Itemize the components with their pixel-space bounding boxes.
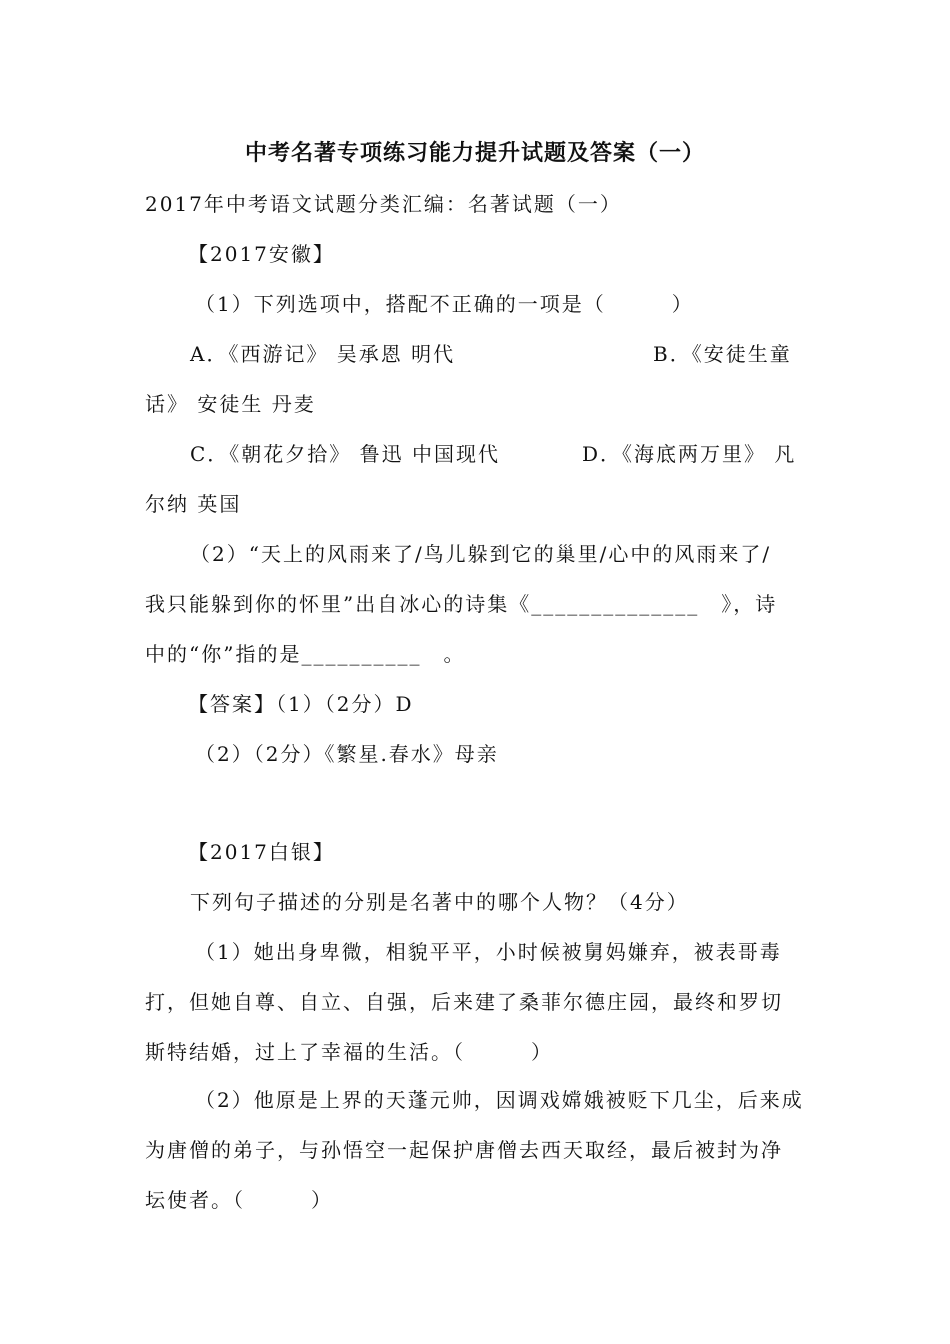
- section-2-q2-line-2: 为唐僧的弟子，与孙悟空一起保护唐僧去西天取经，最后被封为净: [145, 1138, 783, 1162]
- option-a: A．《西游记》 吴承恩 明代: [190, 342, 456, 366]
- section-2-q2-line-1: （2）他原是上界的天蓬元帅，因调戏嫦娥被贬下几尘，后来成: [195, 1088, 804, 1112]
- option-c: C．《朝花夕拾》 鲁迅 中国现代: [190, 442, 501, 466]
- section-heading-anhui: 【2017安徽】: [188, 242, 335, 266]
- option-b-start: B．《安徒生童: [653, 342, 792, 366]
- question-1: （1）下列选项中，搭配不正确的一项是（ ）: [195, 292, 694, 316]
- section-2-q1-line-2: 打，但她自尊、自立、自强，后来建了桑菲尔德庄园，最终和罗切: [145, 990, 783, 1014]
- option-d-end: 尔纳 英国: [145, 492, 242, 516]
- answer-1: 【答案】（1）（2分）D: [188, 692, 414, 716]
- section-2-intro: 下列句子描述的分别是名著中的哪个人物？（4分）: [190, 890, 689, 914]
- section-2-q2-line-3: 坛使者。（ ）: [145, 1188, 333, 1212]
- section-2-q1-line-3: 斯特结婚，过上了幸福的生活。（ ）: [145, 1040, 553, 1064]
- page-title: 中考名著专项练习能力提升试题及答案（一）: [244, 141, 705, 166]
- question-2-line-2: 我只能躲到你的怀里”出自冰心的诗集《______________ 》，诗: [145, 592, 778, 616]
- section-heading-baiyin: 【2017白银】: [188, 840, 335, 864]
- question-2-line-1: （2）“天上的风雨来了/鸟儿躲到它的巢里/心中的风雨来了/: [190, 542, 772, 566]
- section-2-q1-line-1: （1）她出身卑微，相貌平平，小时候被舅妈嫌弃，被表哥毒: [195, 940, 782, 964]
- option-b-end: 话》 安徒生 丹麦: [145, 392, 316, 416]
- question-2-line-3: 中的“你”指的是__________ 。: [145, 642, 466, 666]
- subtitle: 2017年中考语文试题分类汇编：名著试题（一）: [145, 192, 622, 216]
- option-d-start: D．《海底两万里》 凡: [582, 442, 797, 466]
- answer-2: （2）（2分）《繁星.春水》母亲: [195, 742, 499, 766]
